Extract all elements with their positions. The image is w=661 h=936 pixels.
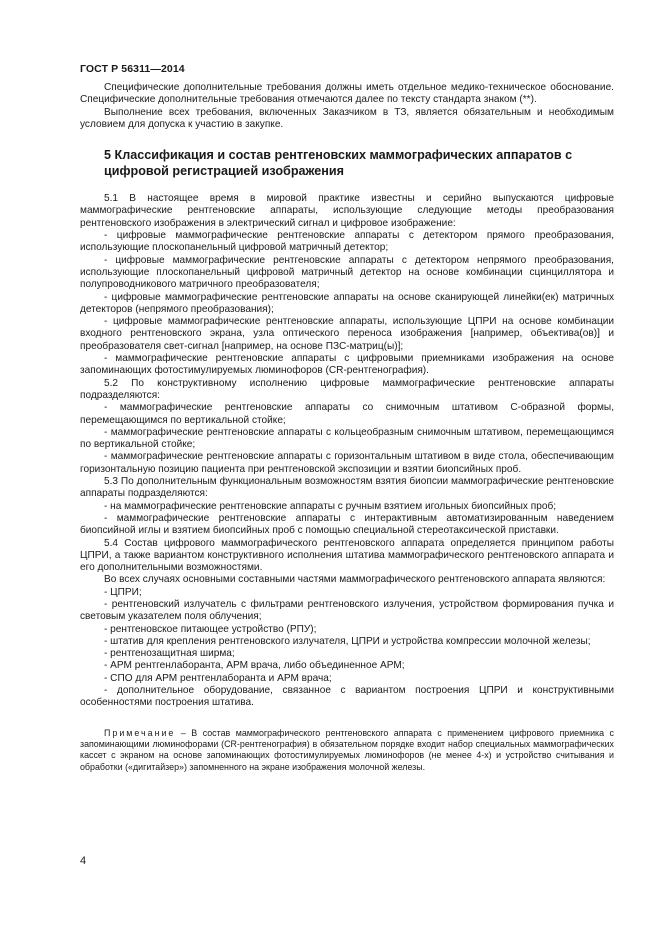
list-item: - дополнительное оборудование, связанное с вариантом построения ЦПРИ и конструктивными особенностями построения штатива. — [80, 685, 614, 709]
list-item: - штатив для крепления рентгеновского излучателя, ЦПРИ и устройства компрессии молочной железы; — [104, 635, 591, 647]
note — [80, 728, 614, 773]
list-item: - рентгеновское питающее устройство (РПУ); — [104, 623, 317, 635]
page-number: 4 — [80, 855, 87, 867]
page-content — [80, 82, 614, 773]
body-paragraph: Во всех случаях основными составными частями маммографического рентгеновского аппарата являются: — [104, 574, 606, 586]
list-item: - АРМ рентгенлаборанта, АРМ врача, либо объединенное АРМ; — [104, 660, 405, 672]
list-item: - цифровые маммографические рентгеновские аппараты с детектором непрямого преобразования, использующие плоскопанельный цифровой матричный детектор на основе комбинации сцинциллятора и полупроводникового матричного преобразователя; — [80, 254, 614, 291]
body-paragraph: 5.1 В настоящее время в мировой практике известны и серийно выпускаются цифровые маммографические рентгеновские аппараты, использующие следующие методы преобразования рентгеновского изображения в электрический сигнал и цифровое изображение: — [80, 193, 614, 229]
list-item: - на маммографические рентгеновские аппараты с ручным взятием игольных биопсийных проб; — [104, 500, 557, 512]
list-item: - рентгеновский излучатель с фильтрами рентгеновского излучения, устройством формирования пучка и световым указателем поля облучения; — [80, 598, 614, 623]
list-item: - маммографические рентгеновские аппараты со снимочным штативом С-образной формы, перемещающимся по вертикальной стойке; — [80, 402, 614, 426]
list-item: - цифровые маммографические рентгеновские аппараты на основе сканирующей линейки(ек) матричных детекторов (непрямого преобразования); — [80, 291, 614, 315]
body-paragraph: 5.4 Состав цифрового маммографического рентгеновского аппарата определяется принципом работы ЦПРИ, а также вариантом конструктивного исполнения штатива маммографического рентгеновского аппарата и его дополнительными возможностями. — [80, 537, 614, 574]
list-item: - ЦПРИ; — [104, 586, 142, 598]
note-label: Примечание — [104, 727, 176, 738]
list-item: - маммографические рентгеновские аппараты с кольцеобразным снимочным штативом, перемещающимся по вертикальной стойке; — [80, 426, 614, 451]
list-item: - маммографические рентгеновские аппараты с интерактивным автоматизированным наведением биопсийной иглы и взятием биопсийных проб с помощью специальной стереотаксической приставки. — [80, 512, 614, 537]
list-item: - цифровые маммографические рентгеновские аппараты с детектором прямого преобразования, использующие плоскопанельный цифровой матричный детектор; — [80, 230, 614, 254]
list-item: - маммографические рентгеновские аппараты с цифровыми приемниками изображения на основе запоминающих фотостимулируемых люминофоров (CR-рентгенография). — [80, 353, 614, 377]
list-item: - СПО для АРМ рентгенлаборанта и АРМ врача; — [104, 672, 332, 684]
body-paragraph: 5.3 По дополнительным функциональным возможностям взятия биопсии маммографические рентгеновские аппараты подразделяются: — [80, 476, 614, 500]
intro-paragraph: Специфические дополнительные требования должны иметь отдельное медико-техническое обоснование. Специфические дополнительные требования отмечаются далее по тексту стандарта знаком (**). — [80, 82, 614, 106]
section-title: 5 Классификация и состав рентгеновских маммографических аппаратов с цифровой регистрацией изображения — [104, 148, 573, 179]
list-item: - маммографические рентгеновские аппараты с горизонтальным штативом в виде стола, обеспечивающим горизонтальную позицию пациента при рентгеновской экспозиции и взятии биопсийных проб. — [80, 451, 614, 475]
list-item: - рентгенозащитная ширма; — [104, 648, 235, 660]
list-item: - цифровые маммографические рентгеновские аппараты, использующие ЦПРИ на основе комбинации входного рентгеновского экрана, узла оптического переноса изображения [например, объектива(ов)] и преобразователя свет-сигнал [например, на основе ПЗС-матриц(ы)]; — [80, 316, 614, 352]
note-text: – В состав маммографического рентгеновского аппарата с применением цифрового приемника с запоминающими люминофорами (CR-рентгенография) в обязательном порядке входит набор специальных маммографических кассет с экраном на основе запоминающих фотостимулируемых люминофоров (не менее 4-х) и устройство считывания и обработки («дигитайзер») запомненного на экране изображения молочной железы. — [80, 727, 614, 772]
intro-paragraph: Выполнение всех требования, включенных Заказчиком в ТЗ, является обязательным и необходимым условием для допуска к участию в закупке. — [80, 106, 614, 130]
standard-header: ГОСТ Р 56311—2014 — [80, 63, 185, 75]
body-paragraph: 5.2 По конструктивному исполнению цифровые маммографические рентгеновские аппараты подразделяются: — [80, 377, 614, 401]
